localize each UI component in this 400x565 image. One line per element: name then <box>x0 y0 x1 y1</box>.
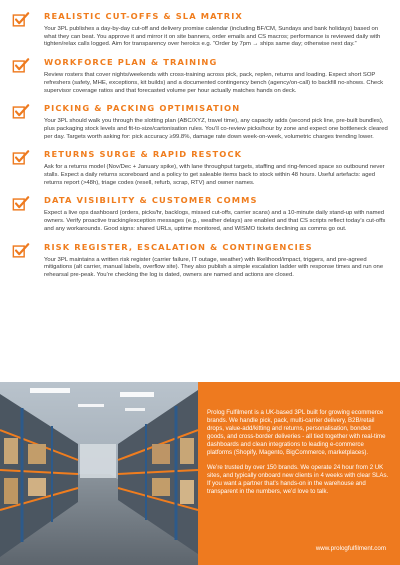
checkbox-check-icon <box>12 11 30 29</box>
section-title: RETURNS SURGE & RAPID RESTOCK <box>44 149 243 160</box>
section-title: WORKFORCE PLAN & TRAINING <box>44 57 218 68</box>
company-description: Prolog Fulfilment is a UK-based 3PL built for growing ecommerce brands. We handle pick, pack, multi-carrier delivery, B2B/retail drops, value-add/kitting and returns, personalisation, bonded goods, and cross-border deliveries - all tied together with real-time dashboards and clean integrations to leading e-commerce platforms (Shopify, Magento, BigCommerce, marketplaces). <box>207 409 386 456</box>
section-title: RISK REGISTER, ESCALATION & CONTINGENCIES <box>44 241 313 252</box>
company-info-panel <box>198 382 400 565</box>
section-data-visibility <box>12 194 388 233</box>
section-body: Your 3PL maintains a written risk register (carrier failure, IT outage, weather) with likelihood/impact, triggers, and pre-agreed mitigations (alt carrier, manual labels, overflow site). They also publish a simple escalation ladder with response times and run one rehearsal pre-peak. You’re checking the log is dated, owners are named and actions are closed. <box>44 256 384 278</box>
checkbox-check-icon <box>12 57 30 75</box>
checkbox-check-icon <box>12 242 30 260</box>
warehouse-photo <box>0 382 198 565</box>
section-title: DATA VISIBILITY & CUSTOMER COMMS <box>44 195 258 206</box>
section-body: Ask for a returns model (Nov/Dec + January spike), with lane throughput targets, staffing and ring-fenced space so outbound never stalls. Expect a daily returns scoreboard and a policy to get saleable items back to stock within 48 hours. Useful artefacts: aged returns report (>48h), triage codes (resell, refurb, scrap, RTV) and owner names. <box>44 164 385 186</box>
section-cutoffs <box>12 10 388 49</box>
section-body: Your 3PL should walk you through the slotting plan (ABC/XYZ, travel time), any capacity adds (second pick line, pre-built bundles), plus packaging stock levels and fit-to-size/cartonisation rules. You’ll co-review picks/hour by zone and expect one bottleneck cleared per day. Targets worth asking for: pick accuracy ≥99.8%, damage rate down week-on-week, volumetric charges trending lower. <box>44 118 388 140</box>
section-body: Expect a live ops dashboard (orders, picks/hr, backlogs, missed cut-offs, carrier scans) and a 10-minute daily stand-up with named owners. Verify proactive tracking/exception messages (e.g., weather delays) are enabled and that CS scripts reflect today’s cut-offs and any workarounds. Good signs: shared URLs, uptime monitored, and WISMO tickets declining as comms go out. <box>44 210 386 232</box>
checkbox-check-icon <box>12 103 30 121</box>
footer <box>0 382 400 565</box>
checkbox-check-icon <box>12 149 30 167</box>
section-risk-register <box>12 241 388 280</box>
section-title: PICKING & PACKING OPTIMISATION <box>44 103 241 114</box>
section-picking <box>12 102 388 141</box>
checkbox-check-icon <box>12 195 30 213</box>
company-trust-statement: We’re trusted by over 150 brands. We operate 24 hour from 2 UK sites, and typically onboard new clients in 4 weeks with clear SLAs. If you want a partner that’s hands-on in the warehouse and transparent in the numbers, we’d love to talk. <box>207 464 389 495</box>
section-returns <box>12 148 388 187</box>
section-title: REALISTIC CUT-OFFS & SLA MATRIX <box>44 11 243 21</box>
website-link[interactable]: www.prologfulfilment.com <box>315 545 386 552</box>
section-body: Review rosters that cover nights/weekends with cross-training across pick, pack, replen, returns and loading. Expect short SOP refreshers (safety, MHE, exceptions, kit builds) and a documented contingency bench (agency/on-call) to backfill no-shows. Check supervisor coverage ratios and that forecasted volume per hour actually matches hands on deck. <box>44 72 384 94</box>
warehouse-illustration <box>0 382 198 565</box>
section-workforce <box>12 56 388 95</box>
section-body: Your 3PL publishes a day-by-day cut-off and delivery promise calendar (including BF/CM, Sundays and bank holidays) based on what they can beat. You approve it and mirror it on site banners, order emails and CS macros; performance is reviewed daily with tighten/relax calls logged. Aim for transparency over heroics e.g. “Order by 7pm → ships same day; otherwise next day.” <box>44 26 381 48</box>
